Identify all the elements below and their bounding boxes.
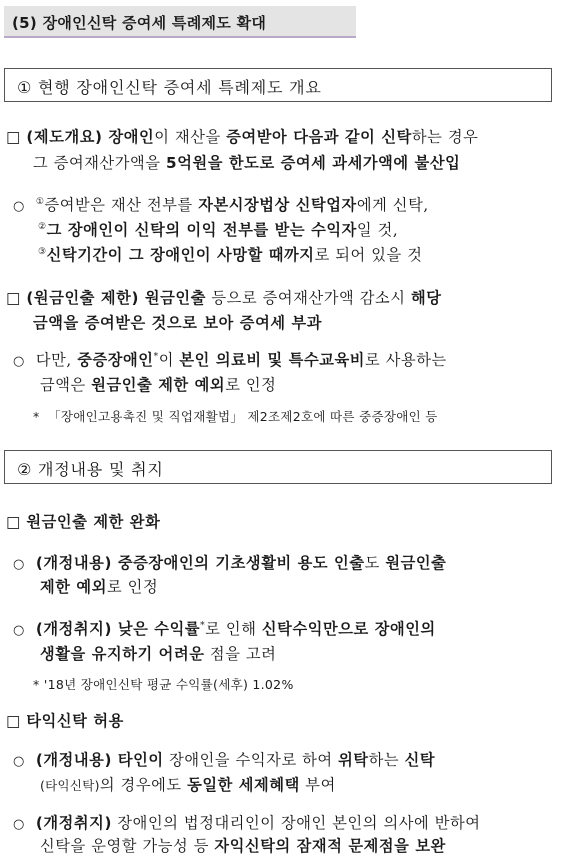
page-title: (5) 장애인신탁 증여세 특례제도 확대	[12, 14, 267, 32]
heading-4: □ 타익신탁 허용	[6, 712, 124, 730]
circle-bullet-icon: ○	[13, 199, 25, 214]
circle-bullet-icon: ○	[13, 557, 25, 572]
p2-sub-line-1: ○ 다만, 중증장애인*이 본인 의료비 및 특수교육비로 사용하는	[13, 351, 447, 369]
square-bullet-icon: □	[6, 712, 21, 730]
paragraph-1-line-1: □ (제도개요) 장애인이 재산을 증여받아 다음과 같이 신탁하는 경우	[6, 128, 479, 146]
section-1-header	[4, 68, 552, 102]
section-2-title: ② 개정내용 및 취지	[17, 460, 164, 479]
circle-bullet-icon: ○	[13, 817, 25, 832]
heading-3: □ 원금인출 제한 완화	[6, 513, 161, 531]
square-bullet-icon: □	[6, 128, 21, 146]
p4-item-2-line-1: ○ (개정취지) 장애인의 법정대리인이 장애인 본인의 의사에 반하여	[13, 814, 481, 832]
p4-item-2-line-2: 신탁을 운영할 가능성 등 자익신탁의 잠재적 문제점을 보완	[40, 837, 446, 855]
circle-bullet-icon: ○	[13, 754, 25, 769]
p3-item-1-line-1: ○ (개정내용) 중증장애인의 기초생활비 용도 인출도 원금인출	[13, 554, 447, 572]
paragraph-2-line-2: 금액을 증여받은 것으로 보아 증여세 부과	[33, 314, 323, 332]
circle-bullet-icon: ○	[13, 623, 25, 638]
p1-item-1: ○ ①증여받은 재산 전부를 자본시장법상 신탁업자에게 신탁,	[13, 196, 429, 214]
p3-item-2-line-1: ○ (개정취지) 낮은 수익률*로 인해 신탁수익만으로 장애인의	[13, 620, 436, 638]
p4-item-1-line-2: (타익신탁)의 경우에도 동일한 세제혜택 부여	[40, 776, 336, 794]
p2-sub-line-2: 금액은 원금인출 제한 예외로 인정	[40, 376, 277, 394]
p1-item-3: ③신탁기간이 그 장애인이 사망할 때까지로 되어 있을 것	[38, 246, 423, 264]
p2-footnote: * 「장애인고용촉진 및 직업재활법」 제2조제2호에 따른 중증장애인 등	[33, 409, 438, 424]
paragraph-2-line-1: □ (원금인출 제한) 원금인출 등으로 증여재산가액 감소시 해당	[6, 289, 442, 307]
p4-item-1-line-1: ○ (개정내용) 타인이 장애인을 수익자로 하여 위탁하는 신탁	[13, 751, 436, 769]
p3-footnote: * '18년 장애인신탁 평균 수익률(세후) 1.02%	[33, 677, 294, 692]
p1-item-2: ②그 장애인이 신탁의 이익 전부를 받는 수익자일 것,	[38, 221, 399, 239]
section-2-header	[4, 450, 552, 484]
p3-item-2-line-2: 생활을 유지하기 어려운 점을 고려	[40, 645, 277, 663]
paragraph-1-line-2: 그 증여재산가액을 5억원을 한도로 증여세 과세가액에 불산입	[33, 154, 461, 172]
circle-bullet-icon: ○	[13, 354, 25, 369]
footnote-star: *	[33, 677, 40, 692]
square-bullet-icon: □	[6, 289, 21, 307]
square-bullet-icon: □	[6, 513, 21, 531]
p3-item-1-line-2: 제한 예외로 인정	[40, 578, 159, 596]
section-1-title: ① 현행 장애인신탁 증여세 특례제도 개요	[17, 78, 322, 97]
page-title-bar	[4, 6, 356, 38]
footnote-star: *	[33, 409, 40, 424]
